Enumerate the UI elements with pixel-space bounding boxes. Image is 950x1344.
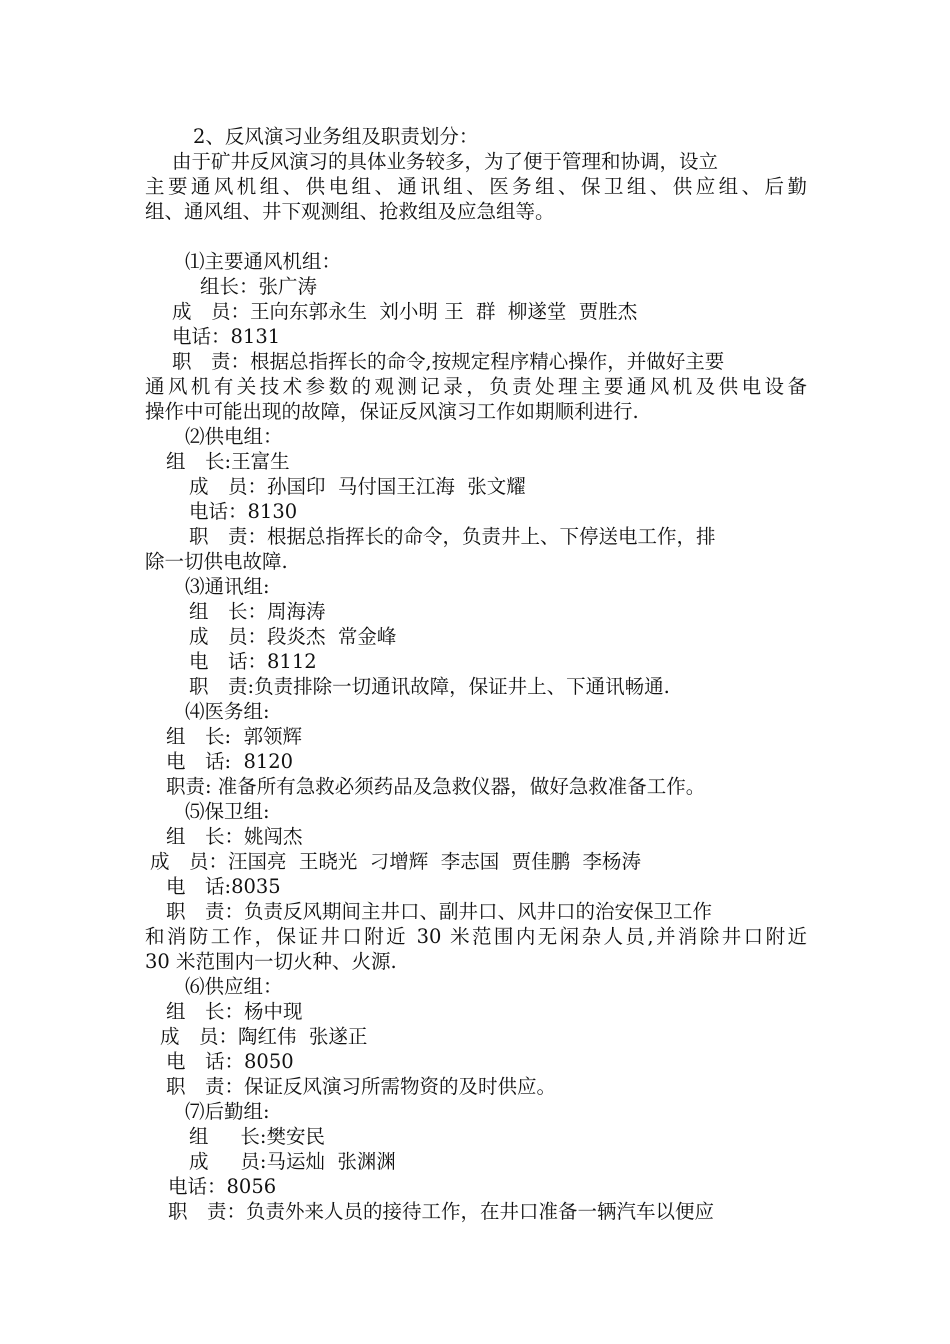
group-2-duty-1: 职 责：根据总指挥长的命令，负责井上、下停送电工作，排 — [189, 525, 716, 548]
group-4-duty: 职责: 准备所有急救必须药品及急救仪器，做好急救准备工作。 — [166, 775, 706, 798]
group-2-duty-2: 除一切供电故障. — [145, 550, 288, 573]
group-3-duty: 职 责:负责排除一切通讯故障，保证井上、下通讯畅通. — [189, 675, 670, 698]
group-4-leader: 组 长: 郭领辉 — [166, 725, 302, 748]
group-2-title: ⑵供电组： — [185, 425, 283, 448]
group-3-members: 成 员：段炎杰 常金峰 — [189, 625, 397, 648]
group-5-duty-1: 职 责：负责反风期间主井口、副井口、风井口的治安保卫工作 — [166, 900, 713, 923]
group-7-title: ⑺后勤组: — [185, 1100, 270, 1123]
group-7-phone: 电话：8056 — [168, 1175, 277, 1198]
intro-line-3: 组、通风组、井下观测组、抢救组及应急组等。 — [145, 200, 555, 223]
group-2-members: 成 员：孙国印 马付国王江海 张文耀 — [189, 475, 526, 498]
group-1-duty-1: 职 责：根据总指挥长的命令,按规定程序精心操作，并做好主要 — [172, 350, 725, 373]
group-6-duty: 职 责：保证反风演习所需物资的及时供应。 — [166, 1075, 557, 1098]
group-3-leader: 组 长：周海涛 — [189, 600, 326, 623]
group-5-members: 成 员：汪国亮 王晓光 刁增辉 李志国 贾佳鹏 李杨涛 — [150, 850, 641, 873]
group-5-duty-3: 30 米范围内一切火种、火源. — [145, 950, 397, 973]
group-1-title: ⑴主要通风机组： — [185, 250, 342, 273]
group-6-phone: 电 话：8050 — [166, 1050, 294, 1073]
group-1-members: 成 员：王向东郭永生 刘小明 王 群 柳遂堂 贾胜杰 — [172, 300, 638, 323]
group-2-phone: 电话：8130 — [189, 500, 298, 523]
group-5-title: ⑸保卫组: — [185, 800, 270, 823]
group-1-phone: 电话：8131 — [172, 325, 281, 348]
group-3-phone: 电 话：8112 — [189, 650, 317, 673]
group-6-title: ⑹供应组： — [185, 975, 283, 998]
group-6-members: 成 员：陶红伟 张遂正 — [160, 1025, 368, 1048]
intro-line-1: 由于矿井反风演习的具体业务较多，为了便于管理和协调，设立 — [172, 150, 719, 173]
group-7-leader: 组 长:樊安民 — [189, 1125, 325, 1148]
group-4-title: ⑷医务组: — [185, 700, 270, 723]
group-6-leader: 组 长：杨中现 — [166, 1000, 303, 1023]
intro-line-2: 主要通风机组、供电组、通讯组、医务组、保卫组、供应组、后勤 — [145, 175, 807, 198]
group-5-phone: 电 话:8035 — [166, 875, 281, 898]
section-heading: 2、反风演习业务组及职责划分： — [193, 125, 479, 148]
group-7-members: 成 员:马运灿 张渊渊 — [189, 1150, 396, 1173]
group-5-duty-2: 和消防工作，保证井口附近 30 米范围内无闲杂人员,并消除井口附近 — [145, 925, 807, 948]
group-4-phone: 电 话: 8120 — [166, 750, 294, 773]
group-1-duty-3: 操作中可能出现的故障，保证反风演习工作如期顺利进行. — [145, 400, 639, 423]
group-3-title: ⑶通讯组: — [185, 575, 270, 598]
group-7-duty: 职 责：负责外来人员的接待工作，在井口准备一辆汽车以便应 — [168, 1200, 715, 1223]
group-1-leader: 组长：张广涛 — [200, 275, 318, 298]
group-2-leader: 组 长:王富生 — [166, 450, 290, 473]
group-5-leader: 组 长：姚闯杰 — [166, 825, 303, 848]
group-1-duty-2: 通风机有关技术参数的观测记录，负责处理主要通风机及供电设备 — [145, 375, 807, 398]
